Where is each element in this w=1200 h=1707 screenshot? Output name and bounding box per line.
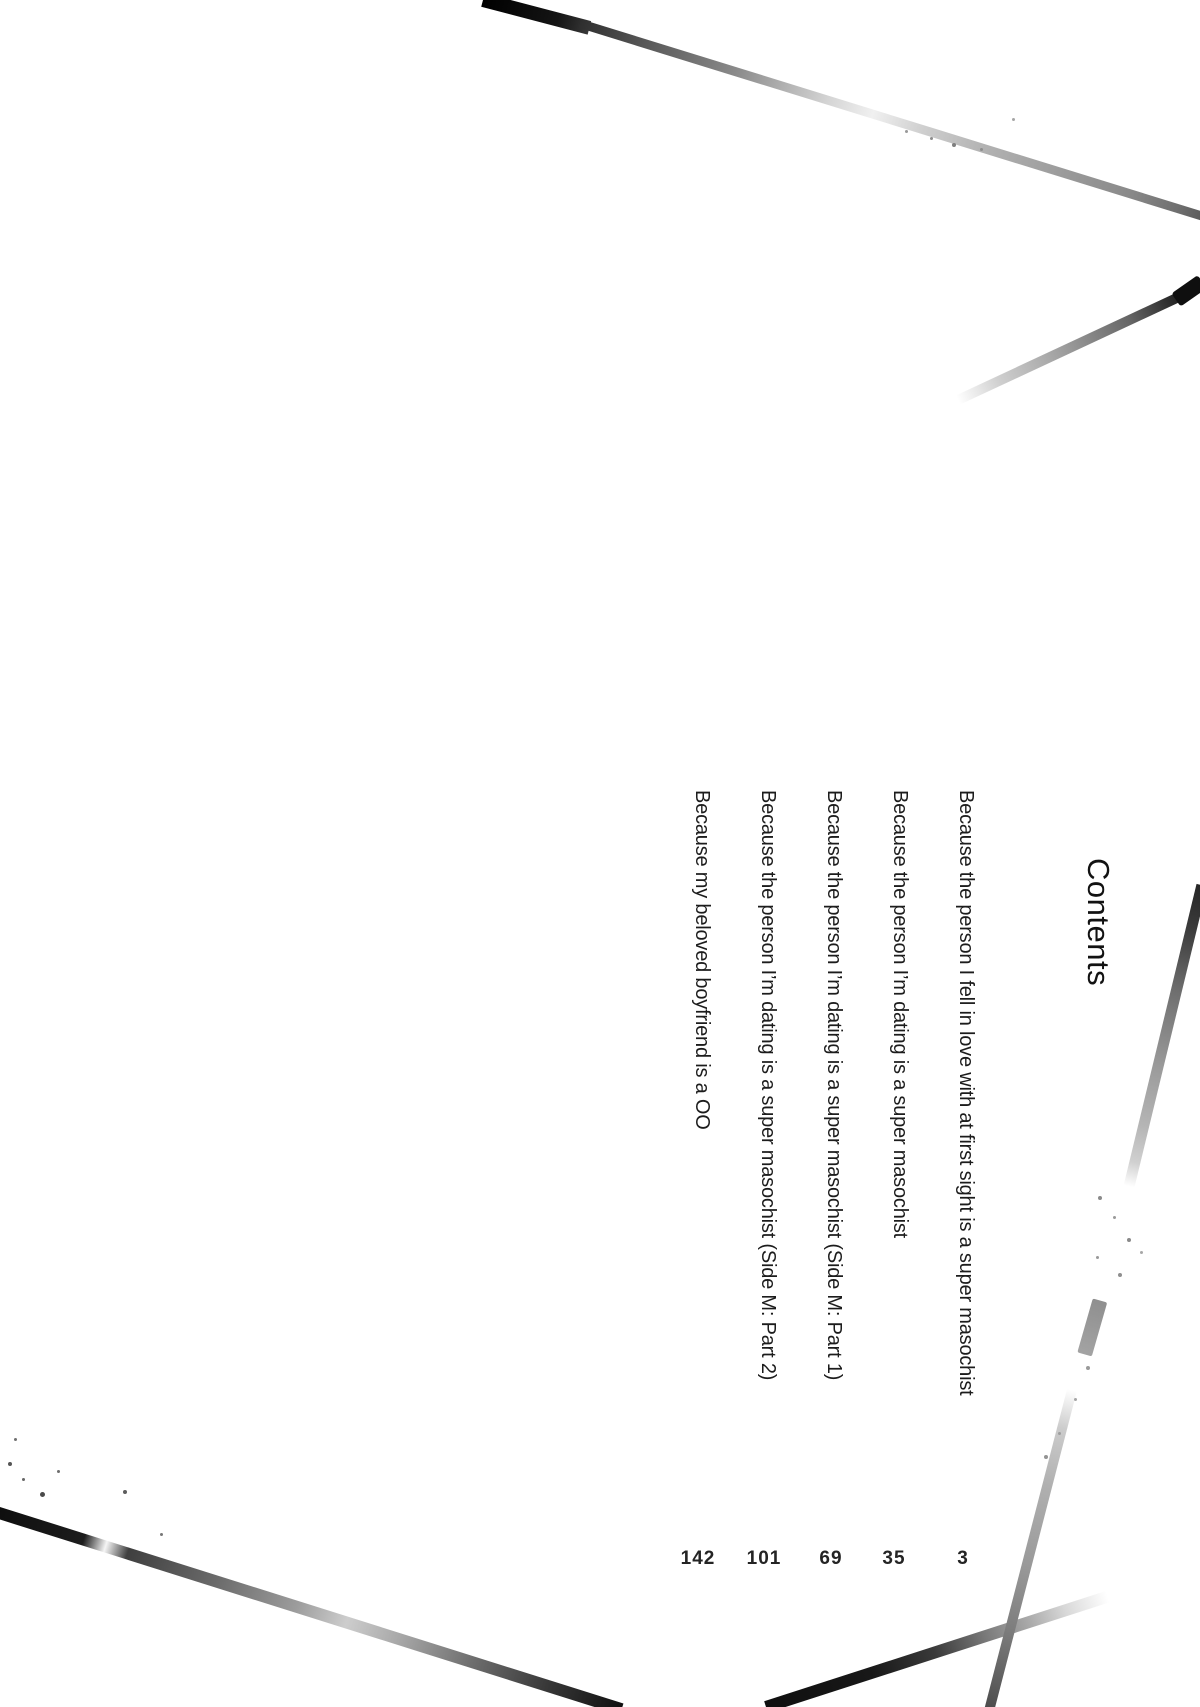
ink-speck	[1012, 118, 1015, 121]
toc-entry-1: Because the person I fell in love with at first sight is a super masochist	[955, 790, 977, 1396]
ink-speck	[160, 1533, 163, 1536]
ink-speck	[123, 1490, 127, 1494]
diagonal-ink-line-top-thick	[481, 0, 591, 35]
toc-entry-2: Because the person I’m dating is a super masochist	[889, 790, 911, 1239]
toc-entry-5: Because my beloved boyfriend is a OO	[691, 790, 713, 1130]
toc-page-number-2: 35	[882, 1548, 906, 1569]
ink-speck	[1074, 1398, 1077, 1401]
ink-speck	[1086, 1366, 1090, 1370]
ink-speck	[1058, 1432, 1061, 1435]
ink-speck	[1098, 1196, 1102, 1200]
diagonal-ink-line-top	[579, 19, 1200, 220]
ink-speck	[14, 1438, 17, 1441]
ink-speck	[40, 1492, 45, 1497]
ink-speck	[930, 137, 933, 140]
ink-speck	[57, 1470, 60, 1473]
diagonal-ink-line-bottom-right	[764, 1588, 1120, 1707]
ink-speck	[905, 130, 908, 133]
ink-speck	[1096, 1256, 1099, 1259]
steep-ink-line-lower-segment	[985, 1389, 1077, 1707]
steep-ink-line-blob	[1077, 1298, 1107, 1356]
ink-speck	[1140, 1251, 1143, 1254]
ink-speck	[8, 1462, 12, 1466]
diagonal-ink-line-bottom-left	[0, 1506, 623, 1707]
ink-speck	[1113, 1216, 1116, 1219]
ink-speck	[22, 1478, 25, 1481]
toc-entry-4: Because the person I’m dating is a super masochist (Side M: Part 2)	[757, 790, 779, 1381]
ink-speck	[1127, 1238, 1131, 1242]
steep-ink-line-upper-segment	[1124, 884, 1200, 1188]
page-title: Contents	[1081, 858, 1116, 987]
toc-page-number-3: 69	[819, 1548, 843, 1569]
toc-page-number-4: 101	[746, 1548, 782, 1569]
ink-speck	[952, 143, 956, 147]
toc-entry-3: Because the person I’m dating is a super masochist (Side M: Part 1)	[823, 790, 845, 1381]
ink-speck	[980, 148, 983, 151]
toc-page-number-5: 142	[680, 1548, 716, 1569]
ink-speck	[1118, 1273, 1122, 1277]
toc-page-number-1: 3	[957, 1548, 969, 1569]
diagonal-ink-line-upper-right	[956, 289, 1189, 405]
ink-speck	[1044, 1455, 1048, 1459]
